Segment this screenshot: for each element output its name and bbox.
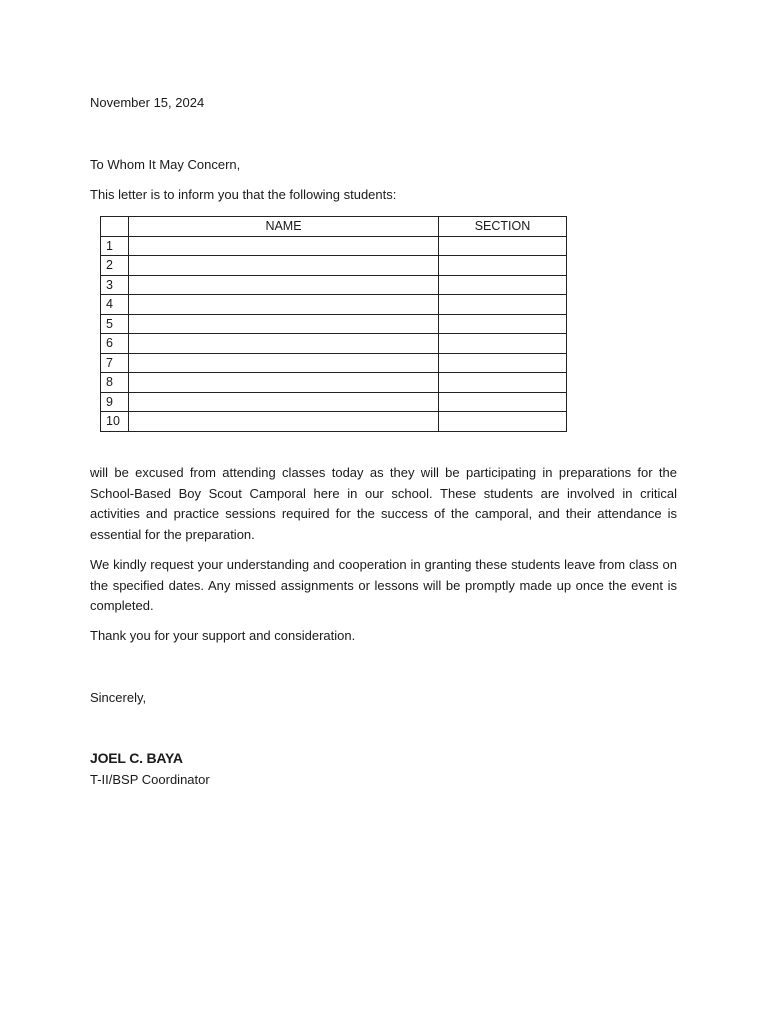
student-section-cell xyxy=(439,236,567,256)
student-section-cell xyxy=(439,412,567,432)
header-section: SECTION xyxy=(439,217,567,237)
table-row xyxy=(101,353,567,373)
student-name-cell xyxy=(129,353,439,373)
student-name-cell xyxy=(129,256,439,276)
signer-title: T-II/BSP Coordinator xyxy=(90,772,210,787)
student-name-cell xyxy=(129,314,439,334)
table-row xyxy=(101,373,567,393)
student-name-cell xyxy=(129,392,439,412)
students-table xyxy=(100,216,567,432)
student-name-cell xyxy=(129,373,439,393)
header-name: NAME xyxy=(129,217,439,237)
body-paragraph-2: We kindly request your understanding and cooperation in granting these students leave from class on the specified dates. Any missed assignments or lessons will be promptly made up once the event is completed. xyxy=(90,557,677,613)
table-row xyxy=(101,412,567,432)
intro-line: This letter is to inform you that the following students: xyxy=(90,187,397,202)
row-number: 3 xyxy=(101,275,129,295)
student-section-cell xyxy=(439,353,567,373)
letter-date: November 15, 2024 xyxy=(90,95,205,110)
student-section-cell xyxy=(439,256,567,276)
table-row xyxy=(101,256,567,276)
table-row xyxy=(101,334,567,354)
body-paragraph-1: will be excused from attending classes today as they will be participating in preparations for the School-Based Boy Scout Camporal here in our school. These students are involved in critical activities and practice sessions required for the success of the camporal, and their attendance is essential for the preparation. xyxy=(90,465,677,542)
student-name-cell xyxy=(129,334,439,354)
row-number: 9 xyxy=(101,392,129,412)
row-number: 8 xyxy=(101,373,129,393)
student-section-cell xyxy=(439,373,567,393)
table-header-row xyxy=(101,217,567,237)
row-number: 2 xyxy=(101,256,129,276)
student-section-cell xyxy=(439,295,567,315)
table-row xyxy=(101,275,567,295)
salutation: To Whom It May Concern, xyxy=(90,157,241,172)
student-name-cell xyxy=(129,275,439,295)
student-name-cell xyxy=(129,295,439,315)
header-number xyxy=(101,217,129,237)
row-number: 10 xyxy=(101,412,129,432)
student-section-cell xyxy=(439,314,567,334)
row-number: 5 xyxy=(101,314,129,334)
table-row xyxy=(101,236,567,256)
table-row xyxy=(101,295,567,315)
student-section-cell xyxy=(439,334,567,354)
row-number: 6 xyxy=(101,334,129,354)
student-section-cell xyxy=(439,392,567,412)
closing-line: Sincerely, xyxy=(90,690,147,705)
student-name-cell xyxy=(129,236,439,256)
row-number: 7 xyxy=(101,353,129,373)
row-number: 1 xyxy=(101,236,129,256)
table-row xyxy=(101,392,567,412)
thanks-line: Thank you for your support and consideration. xyxy=(90,628,356,643)
table-row xyxy=(101,314,567,334)
student-section-cell xyxy=(439,275,567,295)
student-name-cell xyxy=(129,412,439,432)
signer-name: JOEL C. BAYA xyxy=(90,750,183,766)
row-number: 4 xyxy=(101,295,129,315)
